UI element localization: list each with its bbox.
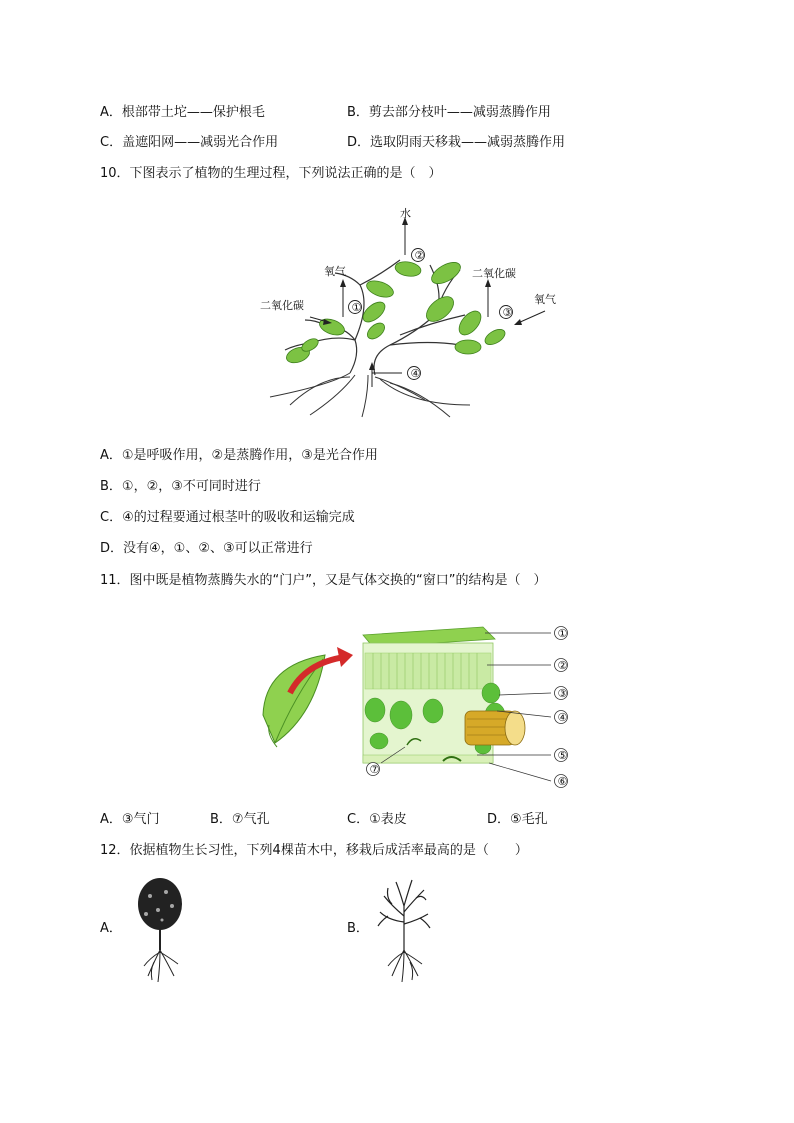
plant-physiology-figure [250,205,570,420]
label-oxygen-left: 氧气 [324,265,346,278]
label-co2-right: 二氧化碳 [472,267,516,280]
q9-option-b: B．剪去部分枝叶——减弱蒸腾作用 [347,105,551,120]
q11-stem: 11．图中既是植物蒸腾失水的“门户”，又是气体交换的“窗口”的结构是（ ） [100,573,547,588]
q11-option-c: C．①表皮 [347,812,407,827]
q10-option-a: A．①是呼吸作用，②是蒸腾作用，③是光合作用 [100,448,378,463]
label-n3: ③ [502,306,513,319]
label-l3: ③ [557,687,568,700]
q10-stem: 10．下图表示了植物的生理过程，下列说法正确的是（ ） [100,166,442,181]
seedling-b-bare-icon [374,876,434,984]
q10-option-b: B．①，②，③不可同时进行 [100,479,261,494]
q10-option-d: D．没有④，①、②、③可以正常进行 [100,541,313,556]
label-l1: ① [557,627,568,640]
label-co2-left: 二氧化碳 [260,299,304,312]
label-n1: ① [351,301,362,314]
seedling-a-leafy-icon [130,876,190,984]
label-l5: ⑤ [557,749,568,762]
q9-option-d: D．选取阴雨天移栽——减弱蒸腾作用 [347,135,566,150]
label-l2: ② [557,659,568,672]
label-l7: ⑦ [369,763,380,776]
label-l4: ④ [557,711,568,724]
leaf-structure-figure [255,615,585,795]
q11-option-d: D．⑤毛孔 [487,812,548,827]
q12-stem: 12．依据植物生长习性，下列4棵苗木中，移栽后成活率最高的是（ ） [100,843,528,858]
label-l6: ⑥ [557,775,568,788]
q11-option-a: A．③气门 [100,812,160,827]
q9-option-c: C．盖遮阳网——减弱光合作用 [100,135,279,150]
label-water: 水 [400,207,411,220]
label-oxygen-right: 氧气 [534,293,556,306]
q9-option-a: A．根部带土坨——保护根毛 [100,105,265,120]
q10-option-c: C．④的过程要通过根茎叶的吸收和运输完成 [100,510,355,525]
label-n4: ④ [410,367,421,380]
label-n2: ② [414,249,425,262]
q12-option-b-label: B． [347,921,369,936]
q12-option-a-label: A． [100,921,122,936]
q11-option-b: B．⑦气孔 [210,812,270,827]
